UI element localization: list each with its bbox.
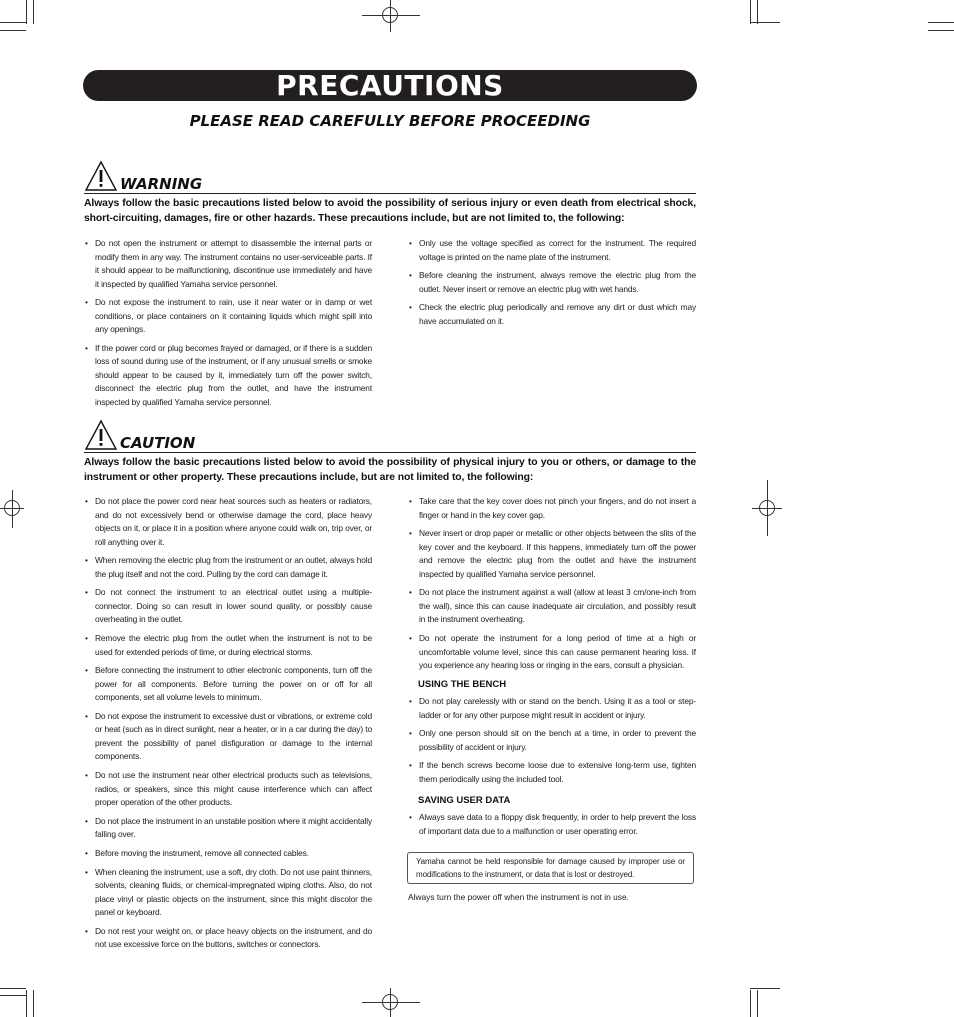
saving-list (409, 811, 696, 843)
caution-intro: Always follow the basic precautions listed below to avoid the possibility of physical injury to you or others, or damage to the instrument or other property. These precautions include, but are not limited to, the following: (84, 457, 696, 483)
page-subtitle: PLEASE READ CAREFULLY BEFORE PROCEEDING (189, 112, 591, 130)
list-item: • Remove the electric plug from the outlet when the instrument is not to be used for extended periods of time, or during electrical storms. (85, 632, 372, 659)
list-item: • Do not expose the instrument to rain, use it near water or in damp or wet conditions, or place containers on it containing liquids which might spill into any openings. (85, 296, 372, 337)
list-item: • Never insert or drop paper or metallic or other objects between the slits of the key cover and the keyboard. If this happens, immediately turn off the power and remove the electric plug from the outlet and have the instrument inspected by qualified Yamaha service personnel. (409, 527, 696, 581)
list-item: • Before moving the instrument, remove all connected cables. (85, 847, 372, 861)
list-item: • Before cleaning the instrument, always remove the electric plug from the outlet. Never insert or remove an electric plug with wet hands. (409, 269, 696, 296)
saving-heading: SAVING USER DATA (418, 795, 511, 806)
warning-right-list (409, 237, 696, 334)
list-item: • Take care that the key cover does not pinch your fingers, and do not insert a finger or hand in the key cover gap. (409, 495, 696, 522)
caution-right-list (409, 495, 696, 678)
list-item: • If the power cord or plug becomes frayed or damaged, or if there is a sudden loss of sound during use of the instrument, or if any unusual smells or smoke should appear to be caused by it, immediately turn off the power switch, disconnect the electric plug from the outlet, and have the instrument inspected by qualified Yamaha service personnel. (85, 342, 372, 410)
list-item: • Do not operate the instrument for a long period of time at a high or uncomfortable volume level, since this can cause permanent hearing loss. If you experience any hearing loss or ringing in the ears, consult a physician. (409, 632, 696, 673)
list-item: • When removing the electric plug from the instrument or an outlet, always hold the plug itself and not the cord. Pulling by the cord can damage it. (85, 554, 372, 581)
list-item: • Do not open the instrument or attempt to disassemble the internal parts or modify them in any way. The instrument contains no user-serviceable parts. If it should appear to be malfunctioning, discontinue use immediately and have it inspected by qualified Yamaha service personnel. (85, 237, 372, 291)
list-item: • Do not place the power cord near heat sources such as heaters or radiators, and do not excessively bend or otherwise damage the cord, place heavy objects on it, or place it in a position where anyone could walk on, trip over, or roll anything over it. (85, 495, 372, 549)
disclaimer-text: Yamaha cannot be held responsible for damage caused by improper use or modifications to the instrument, or data that is lost or destroyed. (416, 857, 685, 879)
caution-header (84, 417, 696, 453)
bench-heading: USING THE BENCH (418, 679, 507, 690)
list-item: • Only one person should sit on the bench at a time, in order to prevent the possibility of accident or injury. (409, 727, 696, 754)
list-item: • Check the electric plug periodically and remove any dirt or dust which may have accumulated on it. (409, 301, 696, 328)
list-item: • Do not place the instrument in an unstable position where it might accidentally falling over. (85, 815, 372, 842)
list-item: • Do not use the instrument near other electrical products such as televisions, radios, or speakers, since this might cause interference which can affect proper operation of the other products. (85, 769, 372, 810)
title-banner (83, 70, 697, 101)
warning-left-list (85, 237, 372, 415)
list-item: • Always save data to a floppy disk frequently, in order to help prevent the loss of important data due to a malfunction or user operating error. (409, 811, 696, 838)
list-item: • Do not play carelessly with or stand on the bench. Using it as a tool or step-ladder or for any other purpose might result in accident or injury. (409, 695, 696, 722)
power-off-note: Always turn the power off when the instrument is not in use. (408, 892, 629, 902)
caution-icon (84, 419, 118, 451)
warning-icon (84, 160, 118, 192)
warning-intro: Always follow the basic precautions listed below to avoid the possibility of serious injury or even death from electrical shock, short-circuiting, damages, fire or other hazards. These precautions include, but are not limited to, the following: (84, 198, 696, 224)
warning-label: WARNING (120, 175, 203, 193)
warning-header (84, 158, 696, 194)
list-item: • Do not place the instrument against a wall (allow at least 3 cm/one-inch from the wall), since this can cause inadequate air circulation, and possibly result in the instrument overheating. (409, 586, 696, 627)
list-item: • Before connecting the instrument to other electronic components, turn off the power for all components. Before turning the power on or off for all components, set all volume levels to minimum. (85, 664, 372, 705)
disclaimer-box (407, 852, 694, 884)
bench-list (409, 695, 696, 792)
list-item: • Do not connect the instrument to an electrical outlet using a multiple-connector. Doing so can result in lower sound quality, or possibly cause overheating in the outlet. (85, 586, 372, 627)
list-item: • Do not rest your weight on, or place heavy objects on the instrument, and do not use excessive force on the buttons, switches or connectors. (85, 925, 372, 952)
list-item: • Do not expose the instrument to excessive dust or vibrations, or extreme cold or heat (such as in direct sunlight, near a heater, or in a car during the day) to prevent the possibility of panel disfiguration or damage to the internal components. (85, 710, 372, 764)
caution-label: CAUTION (120, 434, 196, 452)
list-item: • When cleaning the instrument, use a soft, dry cloth. Do not use paint thinners, solvents, cleaning fluids, or chemical-impregnated wiping cloths. Also, do not place vinyl or plastic objects on the instrument, since this might discolor the panel or keyboard. (85, 866, 372, 920)
list-item: • If the bench screws become loose due to extensive long-term use, tighten them periodically using the included tool. (409, 759, 696, 786)
page-title: PRECAUTIONS (276, 69, 504, 102)
list-item: • Only use the voltage specified as correct for the instrument. The required voltage is printed on the name plate of the instrument. (409, 237, 696, 264)
caution-left-list (85, 495, 372, 957)
